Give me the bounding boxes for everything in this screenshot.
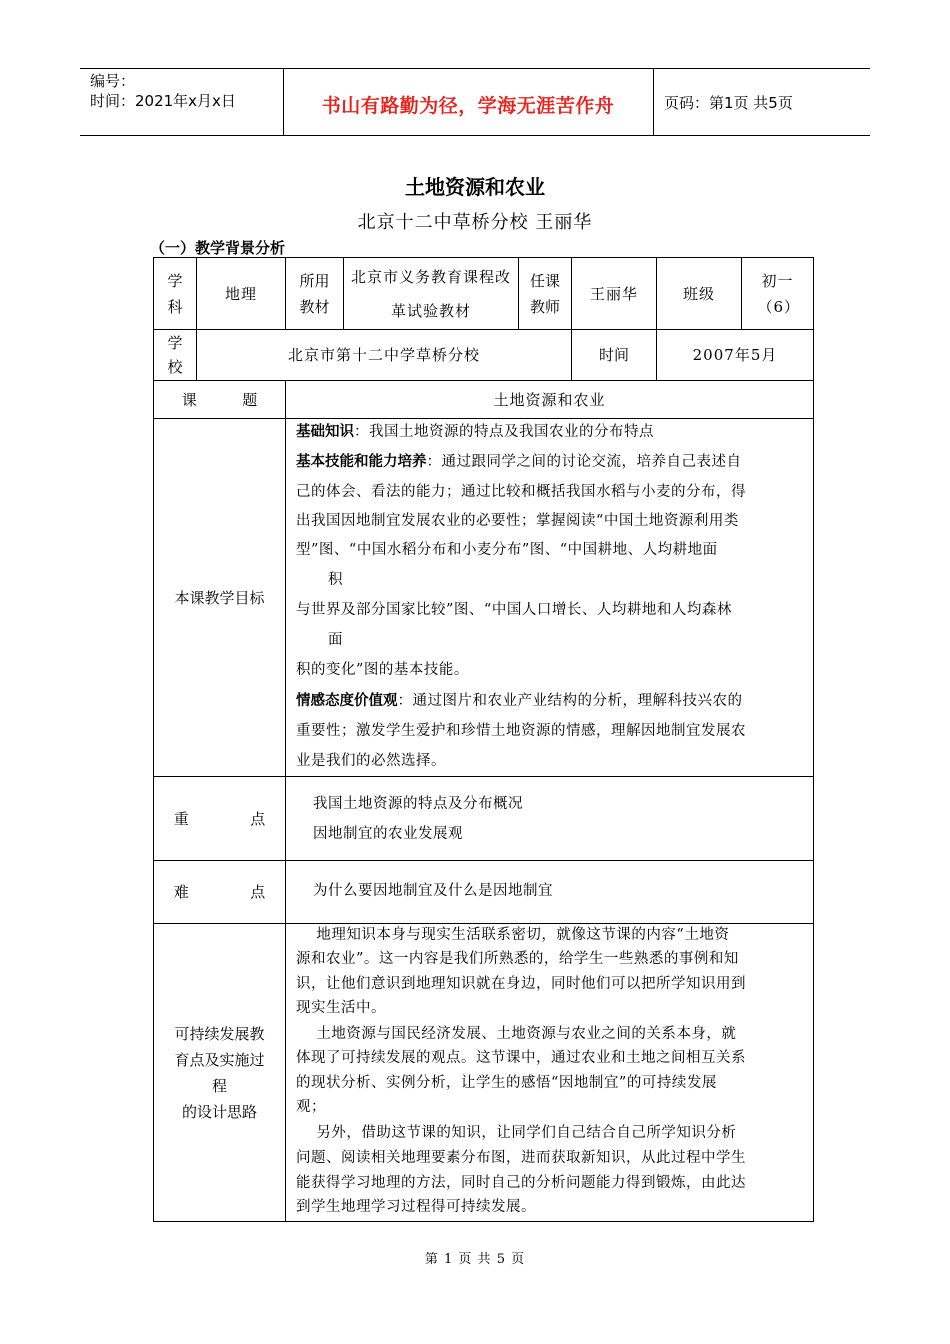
page-footer: 第 1 页 共 5 页 xyxy=(424,1252,526,1267)
sustainable-line: 能获得学习地理的方法，同时自己的分析问题能力得到锻炼，由此达 xyxy=(296,1175,746,1191)
key-point-item: 因地制宜的农业发展观 xyxy=(313,826,463,842)
school-label: 学校 xyxy=(167,334,183,376)
sustainable-line: 识，让他们意识到地理知识就在身边，同时他们可以把所学知识用到 xyxy=(296,976,746,992)
textbook-value: 北京市义务教育课程改革试验教材 xyxy=(351,267,512,320)
objectives-emotion-line: 重要性；激发学生爱护和珍惜土地资源的情感，理解因地制宜发展农 xyxy=(296,723,746,739)
objectives-skills-line: 基本技能和能力培养：通过跟同学之间的讨论交流，培养自己表述自 xyxy=(296,454,742,470)
objectives-emotion-line: 业是我们的必然选择。 xyxy=(296,753,446,769)
sustainable-line: 到学生地理学习过程得可持续发展。 xyxy=(296,1199,536,1215)
objectives-skills-line: 面 xyxy=(328,632,343,648)
objectives-emotion-line: 情感态度价值观：通过图片和农业产业结构的分析，理解科技兴农的 xyxy=(296,693,743,709)
time-value: 2007年5月 xyxy=(692,346,778,364)
sustainable-line: 体现了可持续发展的观点。这节课中，通过农业和土地之间相互关系 xyxy=(296,1050,746,1066)
key-point-item: 我国土地资源的特点及分布概况 xyxy=(313,796,523,812)
textbook-label: 所用教材 xyxy=(299,271,330,316)
key-points-label: 重 点 xyxy=(173,809,266,828)
objectives-basic: 基础知识：我国土地资源的特点及我国农业的分布特点 xyxy=(296,424,654,440)
sustainable-line: 地理知识本身与现实生活联系密切，就像这节课的内容“土地资 xyxy=(296,927,730,943)
sustainable-line: 土地资源与国民经济发展、土地资源与农业之间的关系本身，就 xyxy=(296,1026,737,1042)
header-motto: 书山有路勤为径，学海无涯苦作舟 xyxy=(321,95,615,117)
header-divider xyxy=(653,68,654,136)
doc-time-label: 时间：2021年x月x日 xyxy=(90,92,236,110)
teacher-label: 任课教师 xyxy=(529,271,560,316)
sustainable-label: 可持续发展教 育点及实施过 程 的设计思路 xyxy=(174,1024,265,1121)
sustainable-line: 现实生活中。 xyxy=(296,1000,386,1016)
sustainable-line: 问题、阅读相关地理要素分布图，进而获取新知识，从此过程中学生 xyxy=(296,1150,746,1166)
objectives-skills-line: 己的体会、看法的能力；通过比较和概括我国水稻与小麦的分布，得 xyxy=(296,484,746,500)
sustainable-line: 的现状分析、实例分析，让学生的感悟“因地制宜”的可持续发展 xyxy=(296,1075,717,1091)
objectives-label: 本课教学目标 xyxy=(174,588,265,607)
class-value: 初一（6） xyxy=(757,271,801,316)
subject-value: 地理 xyxy=(224,284,257,303)
class-label: 班级 xyxy=(682,284,715,303)
objectives-skills-line: 型”图、“中国水稻分布和小麦分布”图、“中国耕地、人均耕地面 xyxy=(296,542,718,558)
time-label: 时间 xyxy=(598,346,629,364)
sustainable-line: 源和农业”。这一内容是我们所熟悉的，给学生一些熟悉的事例和知 xyxy=(296,951,739,967)
page-number-label: 页码：第1页 共5页 xyxy=(664,94,793,112)
sustainable-line: 另外，借助这节课的知识，让同学们自己结合自己所学知识分析 xyxy=(296,1125,737,1141)
objectives-skills-line: 出我国因地制宜发展农业的必要性；掌握阅读“中国土地资源利用类 xyxy=(296,513,739,529)
document-subtitle: 北京十二中草桥分校 王丽华 xyxy=(357,212,593,233)
section-heading: （一）教学背景分析 xyxy=(150,239,286,257)
objectives-skills-line: 积的变化”图的基本技能。 xyxy=(296,662,469,678)
topic-label: 课 题 xyxy=(181,390,258,409)
topic-value: 土地资源和农业 xyxy=(493,390,606,409)
header-bottom-border xyxy=(80,135,870,136)
document-title: 土地资源和农业 xyxy=(405,175,545,199)
sustainable-line: 观； xyxy=(296,1099,326,1115)
difficulties-label: 难 点 xyxy=(173,883,266,901)
objectives-skills-line: 与世界及部分国家比较”图、“中国人口增长、人均耕地和人均森林 xyxy=(296,602,732,618)
difficulty-item: 为什么要因地制宜及什么是因地制宜 xyxy=(313,883,553,899)
objectives-skills-line: 积 xyxy=(328,572,343,588)
header-top-border xyxy=(80,68,870,69)
school-value: 北京市第十二中学草桥分校 xyxy=(287,346,480,364)
subject-label: 学科 xyxy=(167,271,183,316)
teacher-value: 王丽华 xyxy=(589,284,638,303)
doc-number-label: 编号： xyxy=(90,72,136,90)
